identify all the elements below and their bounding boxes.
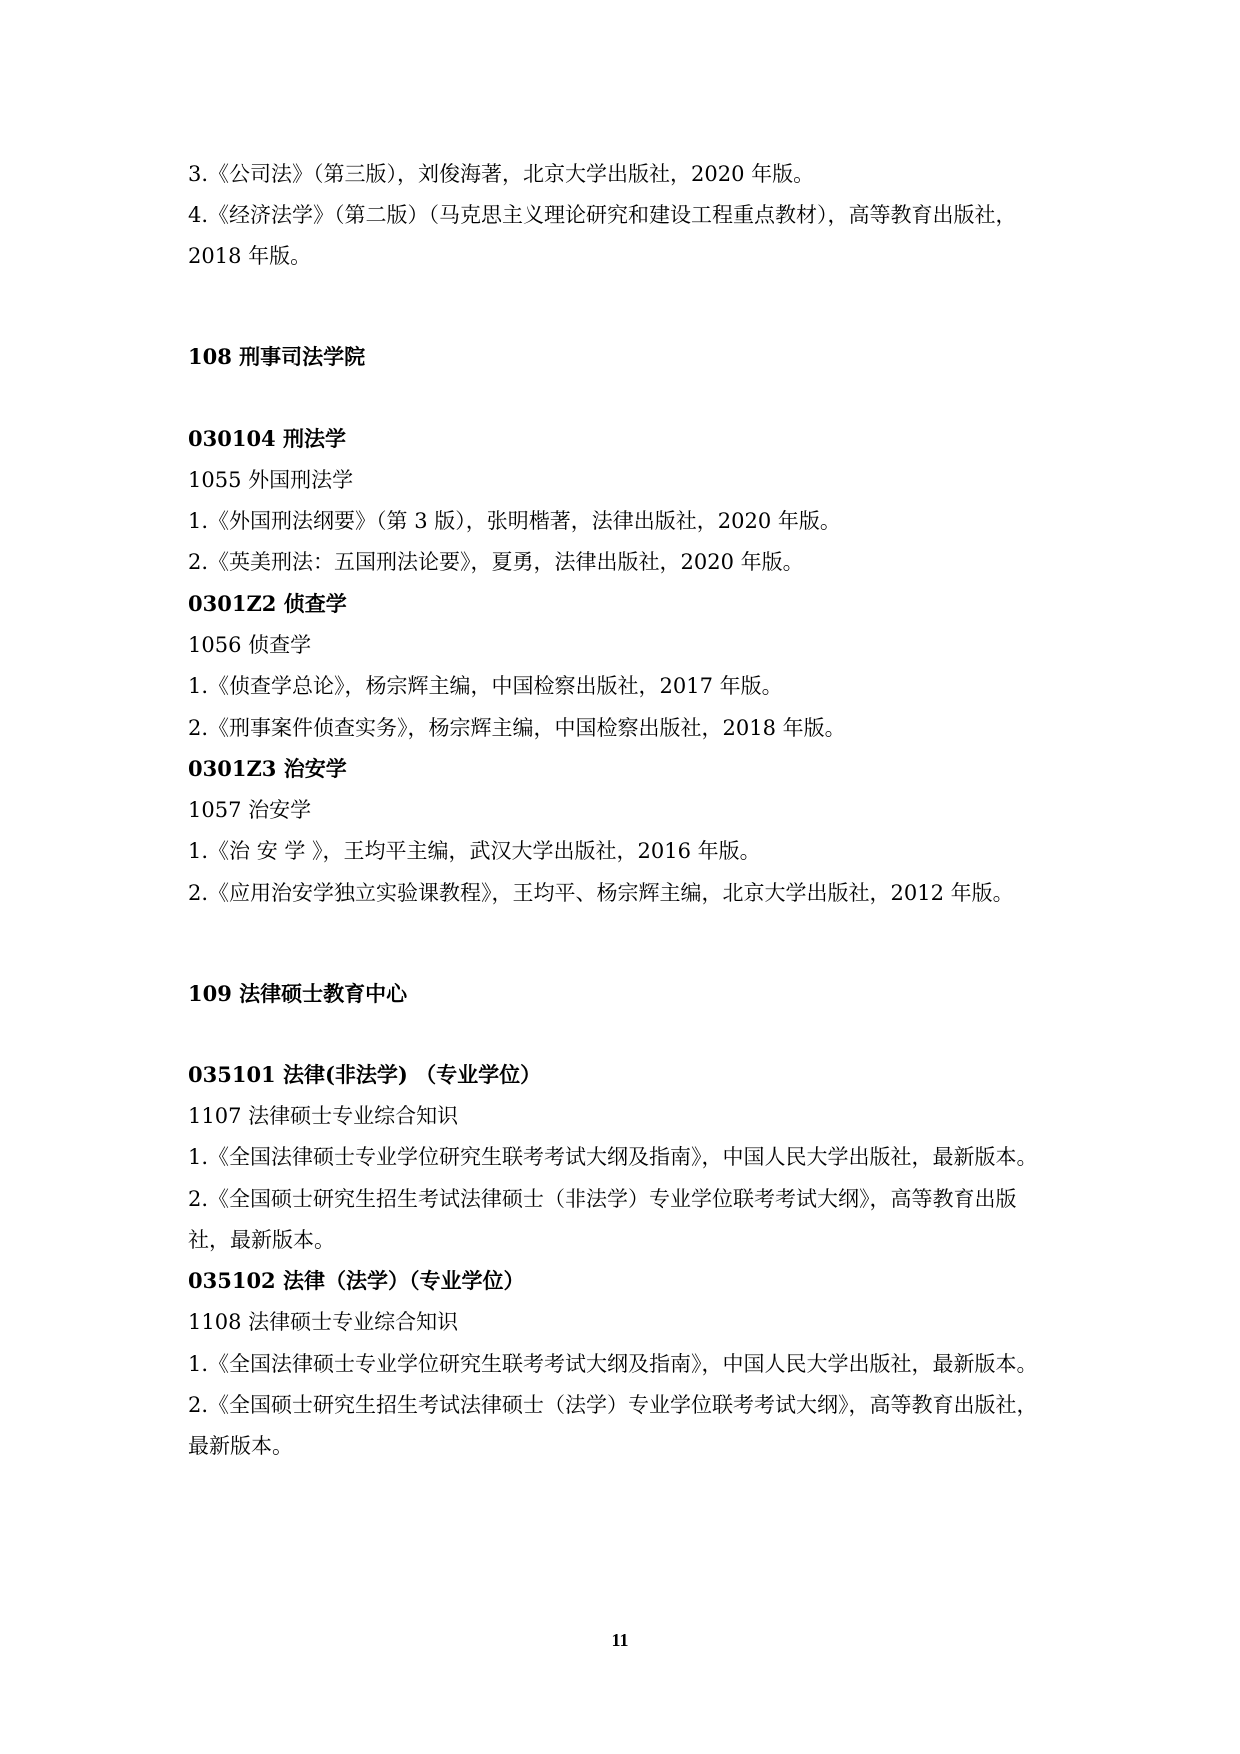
reference-item-continuation: 2018 年版。: [188, 244, 312, 268]
major-heading: 0301Z3 治安学: [188, 756, 347, 781]
reference-item-continuation: 最新版本。: [188, 1434, 293, 1458]
page-number: 11: [611, 1630, 629, 1650]
exam-subject: 1108 法律硕士专业综合知识: [188, 1310, 459, 1334]
major-heading: 035101 法律(非法学) （专业学位）: [188, 1062, 542, 1087]
reference-item: 1.《侦查学总论》，杨宗辉主编，中国检察出版社，2017 年版。: [188, 674, 783, 698]
major-heading: 0301Z2 侦查学: [188, 591, 347, 616]
exam-subject: 1056 侦查学: [188, 633, 312, 657]
exam-subject: 1055 外国刑法学: [188, 468, 354, 492]
reference-item: 1.《外国刑法纲要》（第 3 版），张明楷著，法律出版社，2020 年版。: [188, 509, 841, 533]
department-heading: 109 法律硕士教育中心: [188, 981, 408, 1006]
reference-item: 2.《英美刑法：五国刑法论要》，夏勇，法律出版社，2020 年版。: [188, 550, 804, 574]
reference-item-continuation: 社，最新版本。: [188, 1228, 335, 1252]
reference-item: 2.《全国硕士研究生招生考试法律硕士（非法学）专业学位联考考试大纲》，高等教育出版: [188, 1187, 1017, 1211]
reference-item: 2.《全国硕士研究生招生考试法律硕士（法学）专业学位联考考试大纲》，高等教育出版社，: [188, 1393, 1038, 1417]
department-heading: 108 刑事司法学院: [188, 344, 366, 369]
reference-item: 1.《全国法律硕士专业学位研究生联考考试大纲及指南》，中国人民大学出版社，最新版本。: [188, 1145, 1038, 1169]
exam-subject: 1107 法律硕士专业综合知识: [188, 1104, 459, 1128]
reference-item: 4.《经济法学》（第二版）（马克思主义理论研究和建设工程重点教材），高等教育出版社，: [188, 203, 1017, 227]
exam-subject: 1057 治安学: [188, 798, 312, 822]
reference-item: 1.《全国法律硕士专业学位研究生联考考试大纲及指南》，中国人民大学出版社，最新版本。: [188, 1352, 1038, 1376]
reference-item: 2.《刑事案件侦查实务》，杨宗辉主编，中国检察出版社，2018 年版。: [188, 716, 846, 740]
reference-item: 2.《应用治安学独立实验课教程》，王均平、杨宗辉主编，北京大学出版社，2012 年版。: [188, 881, 1014, 905]
major-heading: 030104 刑法学: [188, 426, 346, 451]
reference-item: 1.《治 安 学 》，王均平主编，武汉大学出版社，2016 年版。: [188, 839, 761, 863]
reference-item: 3.《公司法》（第三版），刘俊海著，北京大学出版社，2020 年版。: [188, 162, 815, 186]
major-heading: 035102 法律（法学）（专业学位）: [188, 1268, 525, 1293]
